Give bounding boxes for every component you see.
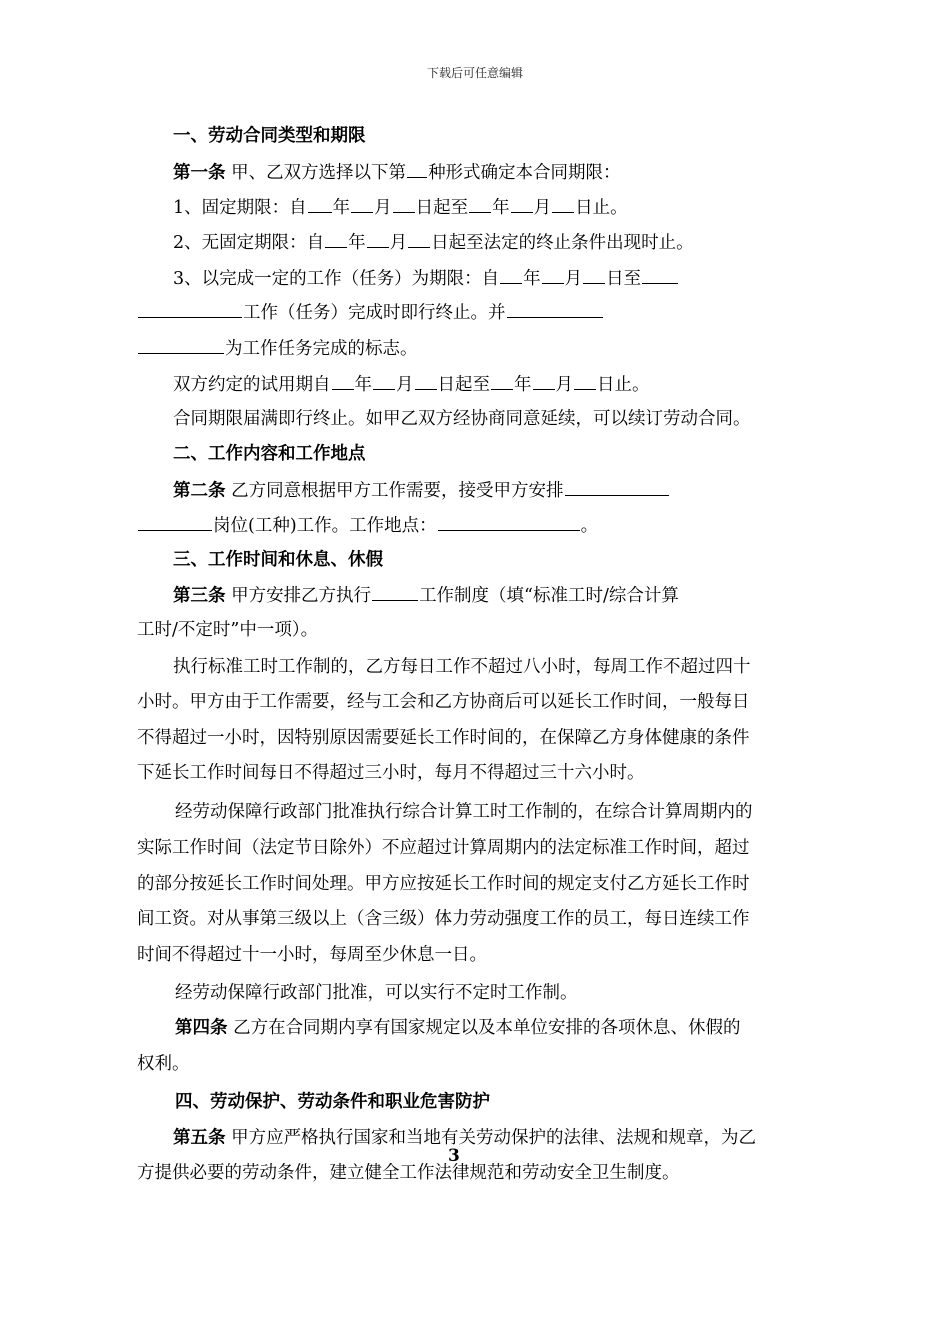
article-2-line-2 [137, 513, 598, 538]
blank-field [373, 372, 395, 390]
blank-field [438, 513, 580, 531]
text-fragment: 第五条 [173, 1128, 226, 1148]
blank-field [500, 266, 522, 284]
text-fragment: 岗位(工种)工作。工作地点： [213, 516, 437, 536]
text-fragment: 年 [348, 233, 366, 253]
blank-field [642, 266, 678, 284]
blank-field [415, 372, 437, 390]
text-fragment: 年 [514, 375, 532, 395]
text-fragment: 2、无固定期限：自 [173, 233, 325, 253]
para-comprehensive-5: 时间不得超过十一小时，每周至少休息一日。 [137, 945, 487, 965]
option-3-line-2 [137, 300, 604, 325]
text-fragment: 年 [492, 198, 510, 218]
para-comprehensive-4: 间工资。对从事第三级以上（含三级）体力劳动强度工作的员工，每日连续工作 [137, 909, 750, 929]
text-fragment: 年 [523, 269, 541, 289]
blank-field [408, 230, 430, 248]
text-fragment: 月 [396, 375, 414, 395]
text-fragment: 月 [533, 198, 552, 218]
article-1-label: 第一条 [173, 163, 226, 183]
text-fragment: 日止。 [597, 375, 650, 395]
blank-field [325, 230, 347, 248]
section-4-title: 四、劳动保护、劳动条件和职业危害防护 [175, 1092, 490, 1112]
text-fragment: 种形式确定本合同期限： [428, 163, 621, 183]
text-fragment: 工作（任务）完成时即行终止。并 [243, 303, 506, 323]
text-fragment: 甲、乙双方选择以下第 [225, 163, 407, 183]
blank-field [138, 513, 212, 531]
blank-field [469, 195, 491, 213]
text-fragment: 年 [354, 375, 372, 395]
section-1-title: 一、劳动合同类型和期限 [173, 126, 366, 146]
para-standard-hours-3: 不得超过一小时，因特别原因需要延长工作时间的，在保障乙方身体健康的条件 [137, 728, 750, 748]
blank-field [491, 372, 513, 390]
article-5 [173, 1126, 756, 1150]
para-standard-hours-2: 小时。甲方由于工作需要，经与工会和乙方协商后可以延长工作时间，一般每日 [137, 692, 750, 712]
blank-field [583, 266, 605, 284]
article-2 [173, 478, 670, 503]
text-fragment: 日起至 [415, 198, 469, 218]
option-3 [173, 266, 679, 291]
blank-field [332, 372, 354, 390]
article-3-line-2: 工时/不定时”中一项）。 [137, 620, 319, 640]
article-5-line-2: 方提供必要的劳动条件，建立健全工作法律规范和劳动安全卫生制度。 [137, 1163, 680, 1183]
blank-field [407, 160, 427, 178]
text-fragment: 第二条 [173, 481, 226, 501]
article-3 [173, 583, 679, 608]
blank-field [533, 372, 555, 390]
page-number: 3 [448, 1146, 460, 1166]
article-1 [173, 160, 621, 185]
text-fragment: 日至 [606, 269, 642, 289]
blank-field [372, 583, 418, 601]
text-fragment: 3、以完成一定的工作（任务）为期限：自 [173, 269, 500, 289]
page-header: 下载后可任意编辑 [426, 66, 523, 80]
trial-period [173, 372, 650, 397]
option-2 [173, 230, 694, 255]
option-3-line-3 [137, 336, 418, 361]
text-fragment: 年 [332, 198, 351, 218]
text-fragment: 甲方应严格执行国家和当地有关劳动保护的法律、法规和规章，为乙 [225, 1128, 757, 1148]
blank-field [511, 195, 533, 213]
text-fragment: 。 [580, 516, 599, 536]
renewal-text: 合同期限届满即行终止。如甲乙双方经协商同意延续，可以续订劳动合同。 [173, 409, 751, 429]
blank-field [574, 372, 596, 390]
text-fragment: 乙方同意根据甲方工作需要，接受甲方安排 [225, 481, 564, 501]
text-fragment: 甲方安排乙方执行 [225, 586, 372, 606]
text-fragment: 双方约定的试用期自 [173, 375, 331, 395]
blank-field [542, 266, 564, 284]
para-comprehensive-2: 实际工作时间（法定节日除外）不应超过计算周期内的法定标准工作时间，超过 [137, 838, 750, 858]
blank-field [308, 195, 332, 213]
blank-field [138, 336, 224, 354]
text-fragment: 日起至 [437, 375, 490, 395]
para-flexible: 经劳动保障行政部门批准，可以实行不定时工作制。 [175, 983, 578, 1003]
text-fragment: 月 [374, 198, 392, 218]
section-3-title: 三、工作时间和休息、休假 [173, 550, 383, 570]
section-2-title: 二、工作内容和工作地点 [173, 444, 366, 464]
blank-field [367, 230, 389, 248]
para-comprehensive-1: 经劳动保障行政部门批准执行综合计算工时工作制的，在综合计算周期内的 [175, 802, 753, 822]
blank-field [565, 478, 669, 496]
text-fragment: 为工作任务完成的标志。 [225, 339, 418, 359]
blank-field [351, 195, 373, 213]
text-fragment: 乙方在合同期内享有国家规定以及本单位安排的各项休息、休假的 [227, 1018, 741, 1038]
para-standard-hours-1: 执行标准工时工作制的，乙方每日工作不超过八小时，每周工作不超过四十 [173, 657, 751, 677]
text-fragment: 第四条 [175, 1018, 228, 1038]
text-fragment: 月 [555, 375, 573, 395]
text-fragment: 日止。 [575, 198, 628, 218]
blank-field [507, 300, 603, 318]
article-4-line-2: 权利。 [137, 1054, 190, 1074]
option-1 [173, 195, 628, 220]
text-fragment: 第三条 [173, 586, 226, 606]
text-fragment: 1、固定期限：自 [173, 198, 307, 218]
article-4 [175, 1016, 741, 1040]
text-fragment: 工作制度（填“标准工时/综合计算 [419, 586, 679, 606]
para-comprehensive-3: 的部分按延长工作时间处理。甲方应按延长工作时间的规定支付乙方延长工作时 [137, 874, 750, 894]
text-fragment: 日起至法定的终止条件出现时止。 [431, 233, 694, 253]
text-fragment: 月 [564, 269, 583, 289]
blank-field [552, 195, 574, 213]
blank-field [393, 195, 415, 213]
text-fragment: 月 [389, 233, 408, 253]
blank-field [138, 300, 242, 318]
para-standard-hours-4: 下延长工作时间每日不得超过三小时，每月不得超过三十六小时。 [137, 763, 645, 783]
